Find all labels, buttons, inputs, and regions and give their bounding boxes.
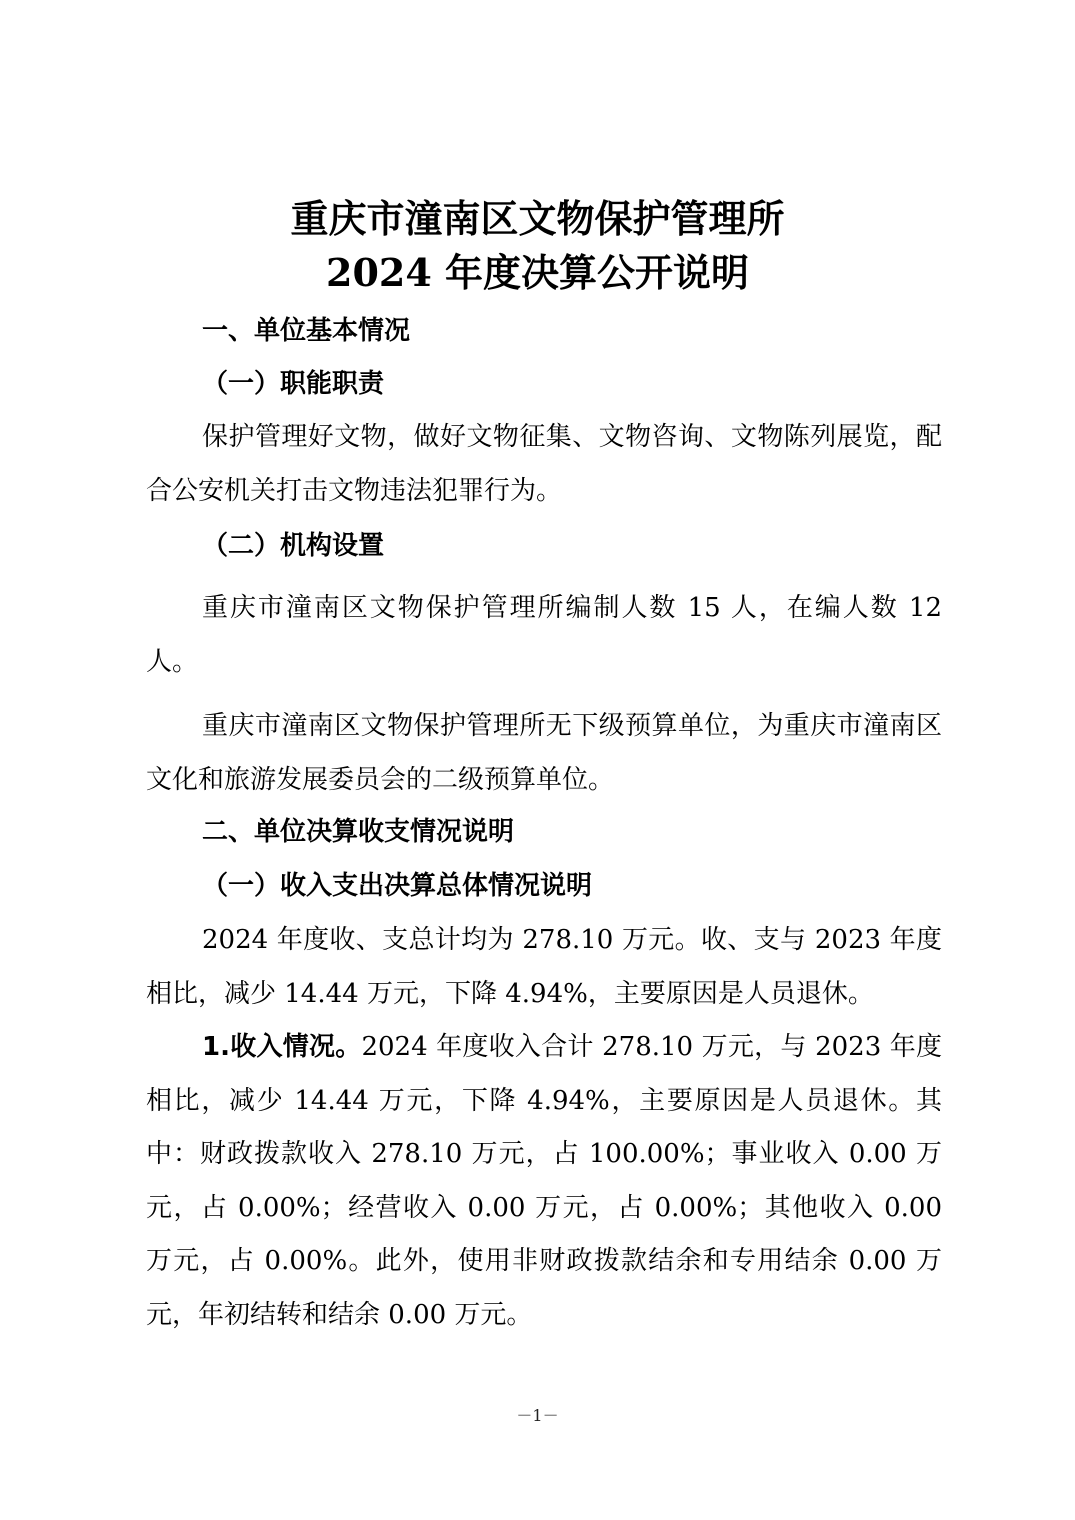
section1-heading: 一、单位基本情况 xyxy=(202,316,411,346)
section2-heading: 二、单位决算收支情况说明 xyxy=(202,817,515,847)
income-paragraph xyxy=(146,1021,942,1342)
income-text: 2024 年度收入合计 278.10 万元，与 2023 年度相比，减少 14.44 万元，下降 4.94%，主要原因是人员退休。其中：财政拨款收入 278.10 万元，占 100.00%；事业收入 0.00 万元，占 0.00%；经营收入 0.00 万元，占 0.00%；其他收入 0.00 万元，占 0.00%。此外，使用非财政拨款结余和专用结余 0.00 万元，年初结转和结余 0.00 万元。 xyxy=(146,1032,943,1330)
duties-paragraph: 保护管理好文物，做好文物征集、文物咨询、文物陈列展览，配合公安机关打击文物违法犯罪行为。 xyxy=(146,422,942,506)
income-lead: 1.收入情况。 xyxy=(202,1032,362,1062)
section2-sub1-heading: （一）收入支出决算总体情况说明 xyxy=(202,871,593,901)
staffing-paragraph: 重庆市潼南区文物保护管理所编制人数 15 人，在编人数 12 人。 xyxy=(146,593,942,677)
section1-sub2-heading: （二）机构设置 xyxy=(202,531,385,561)
budget-unit-paragraph: 重庆市潼南区文物保护管理所无下级预算单位，为重庆市潼南区文化和旅游发展委员会的二级预算单位。 xyxy=(146,711,942,795)
document-title-line2: 2024 年度决算公开说明 xyxy=(326,250,749,295)
section1-sub1-heading: （一）职能职责 xyxy=(202,369,385,399)
document-title-line1: 重庆市潼南区文物保护管理所 xyxy=(290,196,785,241)
page-number: －1－ xyxy=(516,1406,559,1425)
overview-paragraph: 2024 年度收、支总计均为 278.10 万元。收、支与 2023 年度相比，减少 14.44 万元，下降 4.94%，主要原因是人员退休。 xyxy=(146,925,942,1009)
